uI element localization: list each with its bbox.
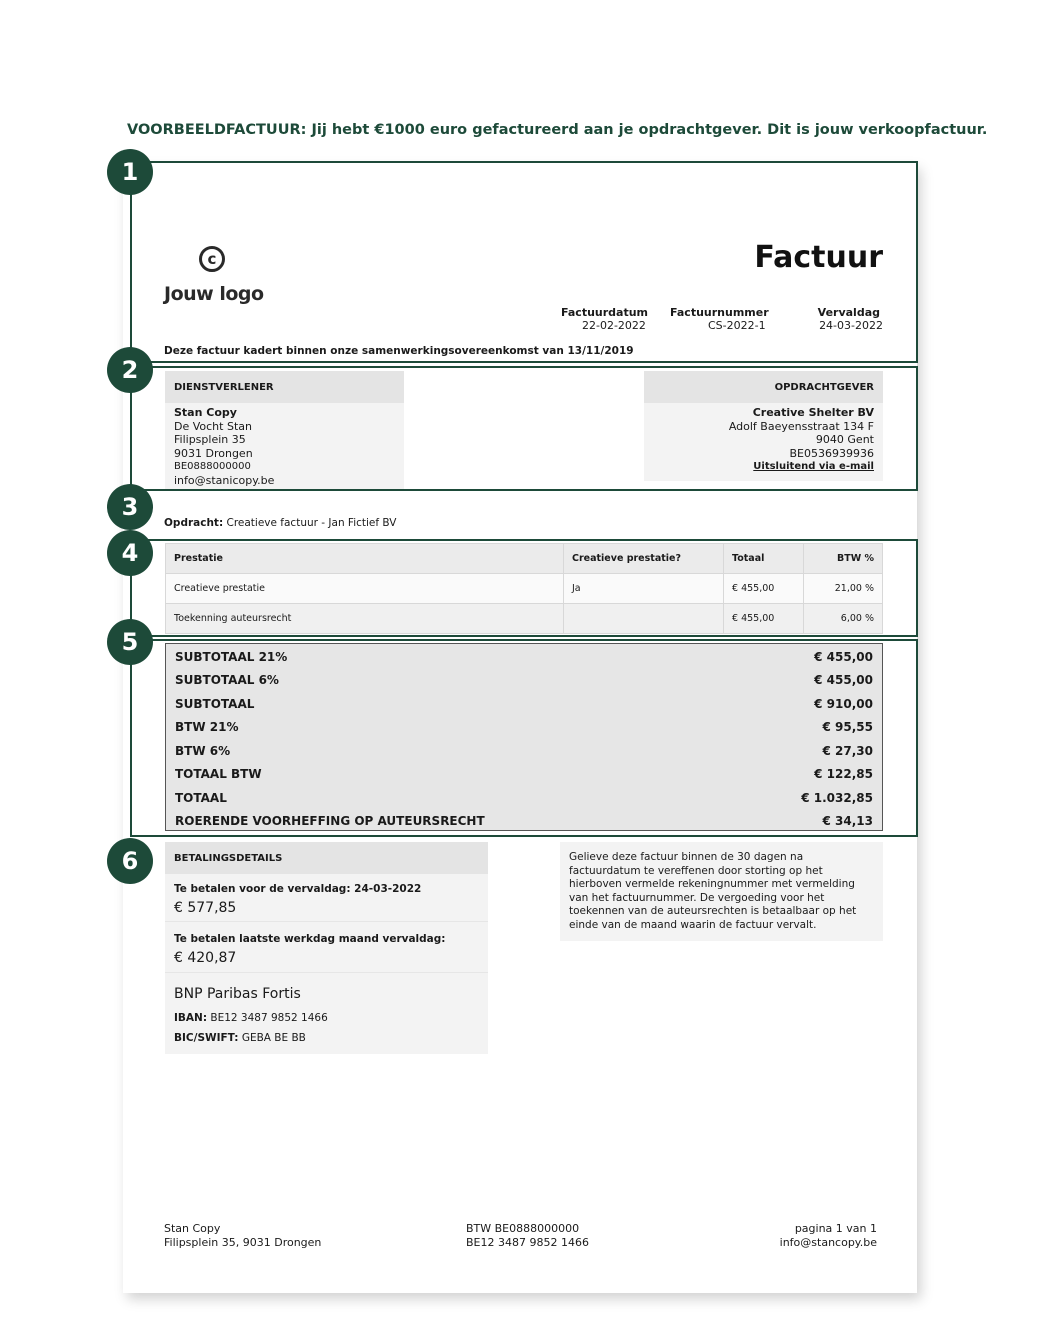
table-cell: € 455,00 [724, 574, 804, 604]
totals-label: BTW 6% [175, 744, 231, 758]
column-header: Totaal [724, 544, 804, 574]
totals-row [175, 717, 873, 737]
section-marker-3: 3 [107, 484, 153, 530]
payment-due-section [165, 874, 488, 922]
iban-line [174, 1012, 479, 1024]
client-line: BE0536939936 [789, 446, 874, 460]
column-header: BTW % [804, 544, 883, 574]
table-cell: Creatieve prestatie [166, 574, 564, 604]
client-line: Adolf Baeyensstraat 134 F [728, 419, 874, 433]
table-header-row [166, 544, 883, 574]
totals-row [175, 788, 873, 808]
column-header: Creatieve prestatie? [564, 544, 724, 574]
client-line: 9040 Gent [815, 433, 874, 447]
totals-row [175, 694, 873, 714]
due-date-label: Vervaldag [817, 306, 880, 319]
totals-value: € 34,13 [822, 814, 873, 828]
section-marker-1: 1 [107, 149, 153, 195]
payment-later-amount: € 420,87 [174, 950, 237, 966]
footer-line: Stan Copy [164, 1222, 221, 1235]
items-table [165, 543, 883, 634]
totals-value: € 27,30 [822, 744, 873, 758]
totals-label: SUBTOTAAL 21% [175, 650, 288, 664]
section-marker-6: 6 [107, 838, 153, 884]
footer-line: info@stancopy.be [779, 1236, 877, 1249]
invoice-number-label: Factuurnummer [670, 306, 769, 319]
payment-due-amount: € 577,85 [174, 900, 237, 916]
agreement-note: Deze factuur kadert binnen onze samenwerkingsovereenkomst van 13/11/2019 [164, 345, 634, 357]
iban-value: BE12 3487 9852 1466 [210, 1012, 328, 1024]
provider-heading: DIENSTVERLENER [165, 371, 404, 403]
payment-later-label: Te betalen laatste werkdag maand vervaldag: [174, 933, 446, 945]
totals-box [165, 643, 883, 831]
footer-center [466, 1222, 589, 1250]
footer-line: pagina 1 van 1 [794, 1222, 877, 1235]
totals-value: € 95,55 [822, 720, 873, 734]
bank-section [165, 973, 488, 1054]
page-headline: VOORBEELDFACTUUR: Jij hebt €1000 euro gefactureerd aan je opdrachtgever. Dit is jouw verkoopfactuur. [127, 122, 988, 138]
due-date-value: 24-03-2022 [819, 319, 883, 332]
footer-line: BE12 3487 9852 1466 [466, 1236, 589, 1249]
provider-line: 9031 Drongen [174, 446, 253, 460]
provider-name: Stan Copy [174, 406, 237, 419]
footer-right [780, 1222, 877, 1250]
bank-name: BNP Paribas Fortis [174, 986, 301, 1002]
totals-label: SUBTOTAAL [175, 697, 255, 711]
payment-note: Gelieve deze factuur binnen de 30 dagen na factuurdatum te vereffenen door storting op het hierboven vermelde rekeningnummer met vermelding van het factuurnummer. De vergoeding voor het toekennen van de auteursrechten is betaalbaar op het einde van de maand waarin de factuur vervalt. [560, 842, 883, 941]
provider-email: info@stanicopy.be [174, 473, 275, 487]
client-email-note: Uitsluitend via e-mail [753, 461, 874, 473]
provider-line: BE0888000000 [174, 461, 251, 473]
table-row [166, 574, 883, 604]
logo-text: Jouw logo [164, 283, 264, 305]
totals-row [175, 741, 873, 761]
invoice-title: Factuur [754, 240, 883, 275]
payment-details [165, 842, 488, 1054]
client-name: Creative Shelter BV [752, 406, 874, 419]
invoice-date-value: 22-02-2022 [582, 319, 646, 332]
totals-row [175, 811, 873, 831]
totals-label: TOTAAL BTW [175, 767, 262, 781]
totals-label: BTW 21% [175, 720, 239, 734]
totals-label: ROERENDE VOORHEFFING OP AUTEURSRECHT [175, 814, 485, 828]
column-header: Prestatie [166, 544, 564, 574]
table-cell: Ja [564, 574, 724, 604]
table-cell: 6,00 % [804, 604, 883, 634]
payment-later-section [165, 922, 488, 973]
table-cell: 21,00 % [804, 574, 883, 604]
payment-heading: BETALINGSDETAILS [165, 842, 488, 874]
payment-due-label: Te betalen voor de vervaldag: 24-03-2022 [174, 883, 422, 895]
invoice-date-label: Factuurdatum [561, 306, 649, 319]
client-details [644, 403, 883, 481]
provider-details [165, 403, 404, 489]
invoice-number-value: CS-2022-1 [708, 319, 766, 332]
totals-value: € 910,00 [814, 697, 873, 711]
table-cell: Toekenning auteursrecht [166, 604, 564, 634]
task-value: Creatieve factuur - Jan Fictief BV [226, 517, 397, 529]
totals-label: SUBTOTAAL 6% [175, 673, 279, 687]
provider-line: De Vocht Stan [174, 419, 252, 433]
client-heading: OPDRACHTGEVER [644, 371, 883, 403]
table-row [166, 604, 883, 634]
section-marker-4: 4 [107, 530, 153, 576]
iban-label: IBAN: [174, 1012, 208, 1024]
totals-value: € 455,00 [814, 650, 873, 664]
totals-value: € 455,00 [814, 673, 873, 687]
bic-value: GEBA BE BB [241, 1032, 306, 1044]
footer-line: BTW BE0888000000 [466, 1222, 580, 1235]
copyright-icon: c [199, 246, 225, 272]
totals-row [175, 647, 873, 667]
table-cell [564, 604, 724, 634]
footer-line: Filipsplein 35, 9031 Drongen [164, 1236, 322, 1249]
bic-line [174, 1032, 479, 1044]
totals-label: TOTAAL [175, 791, 227, 805]
footer-left [164, 1222, 321, 1250]
task-line [164, 517, 397, 529]
totals-row [175, 670, 873, 690]
table-cell: € 455,00 [724, 604, 804, 634]
section-marker-5: 5 [107, 619, 153, 665]
section-marker-2: 2 [107, 347, 153, 393]
totals-value: € 122,85 [814, 767, 873, 781]
provider-line: Filipsplein 35 [174, 433, 246, 447]
bic-label: BIC/SWIFT: [174, 1032, 239, 1044]
totals-row [175, 764, 873, 784]
totals-value: € 1.032,85 [801, 791, 873, 805]
task-label: Opdracht: [164, 517, 224, 529]
